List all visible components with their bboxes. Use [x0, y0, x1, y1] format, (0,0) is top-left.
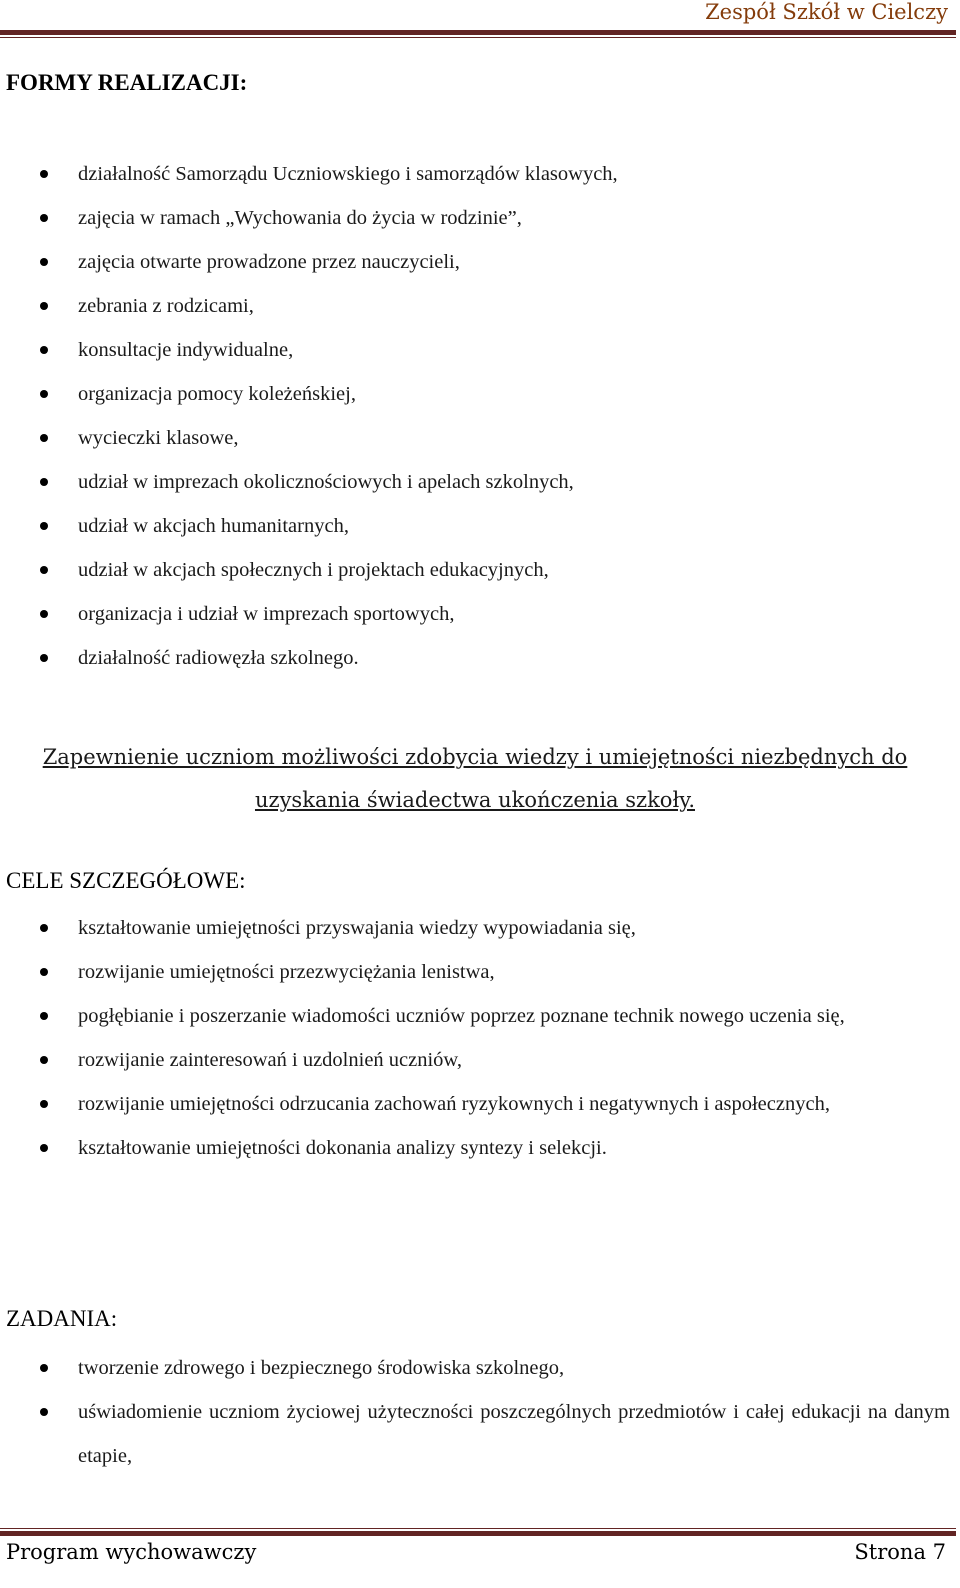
list-item: zebrania z rodzicami, [0, 284, 950, 328]
list-item: konsultacje indywidualne, [0, 328, 950, 372]
main-goal-statement: Zapewnienie uczniom możliwości zdobycia wiedzy i umiejętności niezbędnych do uzyskania świadectwa ukończenia szkoły. [42, 745, 908, 812]
bullet-icon [40, 478, 48, 486]
list-item: pogłębianie i poszerzanie wiadomości uczniów poprzez poznane technik nowego uczenia się, [0, 994, 950, 1038]
bullet-icon [40, 566, 48, 574]
header-school-name: Zespół Szkół w Cielczy [705, 0, 948, 24]
bullet-icon [40, 214, 48, 222]
list-item: organizacja i udział w imprezach sportowych, [0, 592, 950, 636]
bullet-icon [40, 258, 48, 266]
bullet-icon [40, 302, 48, 310]
footer-divider [0, 1528, 956, 1536]
list-item: kształtowanie umiejętności przyswajania wiedzy wypowiadania się, [0, 906, 950, 950]
list-item: organizacja pomocy koleżeńskiej, [0, 372, 950, 416]
bullet-icon [40, 654, 48, 662]
tasks-list [0, 1346, 950, 1478]
forms-list [0, 152, 950, 680]
list-item: rozwijanie umiejętności odrzucania zachowań ryzykownych i negatywnych i aspołecznych, [0, 1082, 950, 1126]
objectives-heading: CELE SZCZEGÓŁOWE: [6, 868, 246, 893]
footer-page-number: Strona 7 [854, 1540, 946, 1564]
bullet-icon [40, 522, 48, 530]
bullet-icon [40, 390, 48, 398]
list-item: udział w akcjach społecznych i projektach edukacyjnych, [0, 548, 950, 592]
bullet-icon [40, 1364, 48, 1372]
footer-document-title: Program wychowawczy [6, 1540, 257, 1564]
bullet-icon [40, 610, 48, 618]
list-item: rozwijanie zainteresowań i uzdolnień uczniów, [0, 1038, 950, 1082]
forms-heading: FORMY REALIZACJI: [6, 70, 248, 95]
tasks-heading: ZADANIA: [6, 1306, 118, 1331]
bullet-icon [40, 1100, 48, 1108]
bullet-icon [40, 1408, 48, 1416]
bullet-icon [40, 170, 48, 178]
bullet-icon [40, 968, 48, 976]
list-item: zajęcia w ramach „Wychowania do życia w rodzinie”, [0, 196, 950, 240]
bullet-icon [40, 1012, 48, 1020]
bullet-icon [40, 1056, 48, 1064]
list-item: działalność Samorządu Uczniowskiego i samorządów klasowych, [0, 152, 950, 196]
list-item: zajęcia otwarte prowadzone przez nauczycieli, [0, 240, 950, 284]
list-item: rozwijanie umiejętności przezwyciężania lenistwa, [0, 950, 950, 994]
list-item: uświadomienie uczniom życiowej użyteczności poszczególnych przedmiotów i całej edukacji na danym etapie, [0, 1390, 950, 1478]
bullet-icon [40, 434, 48, 442]
list-item: działalność radiowęzła szkolnego. [0, 636, 950, 680]
header-divider [0, 30, 956, 38]
bullet-icon [40, 346, 48, 354]
list-item: kształtowanie umiejętności dokonania analizy syntezy i selekcji. [0, 1126, 950, 1170]
bullet-icon [40, 924, 48, 932]
list-item: udział w akcjach humanitarnych, [0, 504, 950, 548]
bullet-icon [40, 1144, 48, 1152]
objectives-list [0, 906, 950, 1170]
list-item: tworzenie zdrowego i bezpiecznego środowiska szkolnego, [0, 1346, 950, 1390]
list-item: wycieczki klasowe, [0, 416, 950, 460]
list-item: udział w imprezach okolicznościowych i apelach szkolnych, [0, 460, 950, 504]
